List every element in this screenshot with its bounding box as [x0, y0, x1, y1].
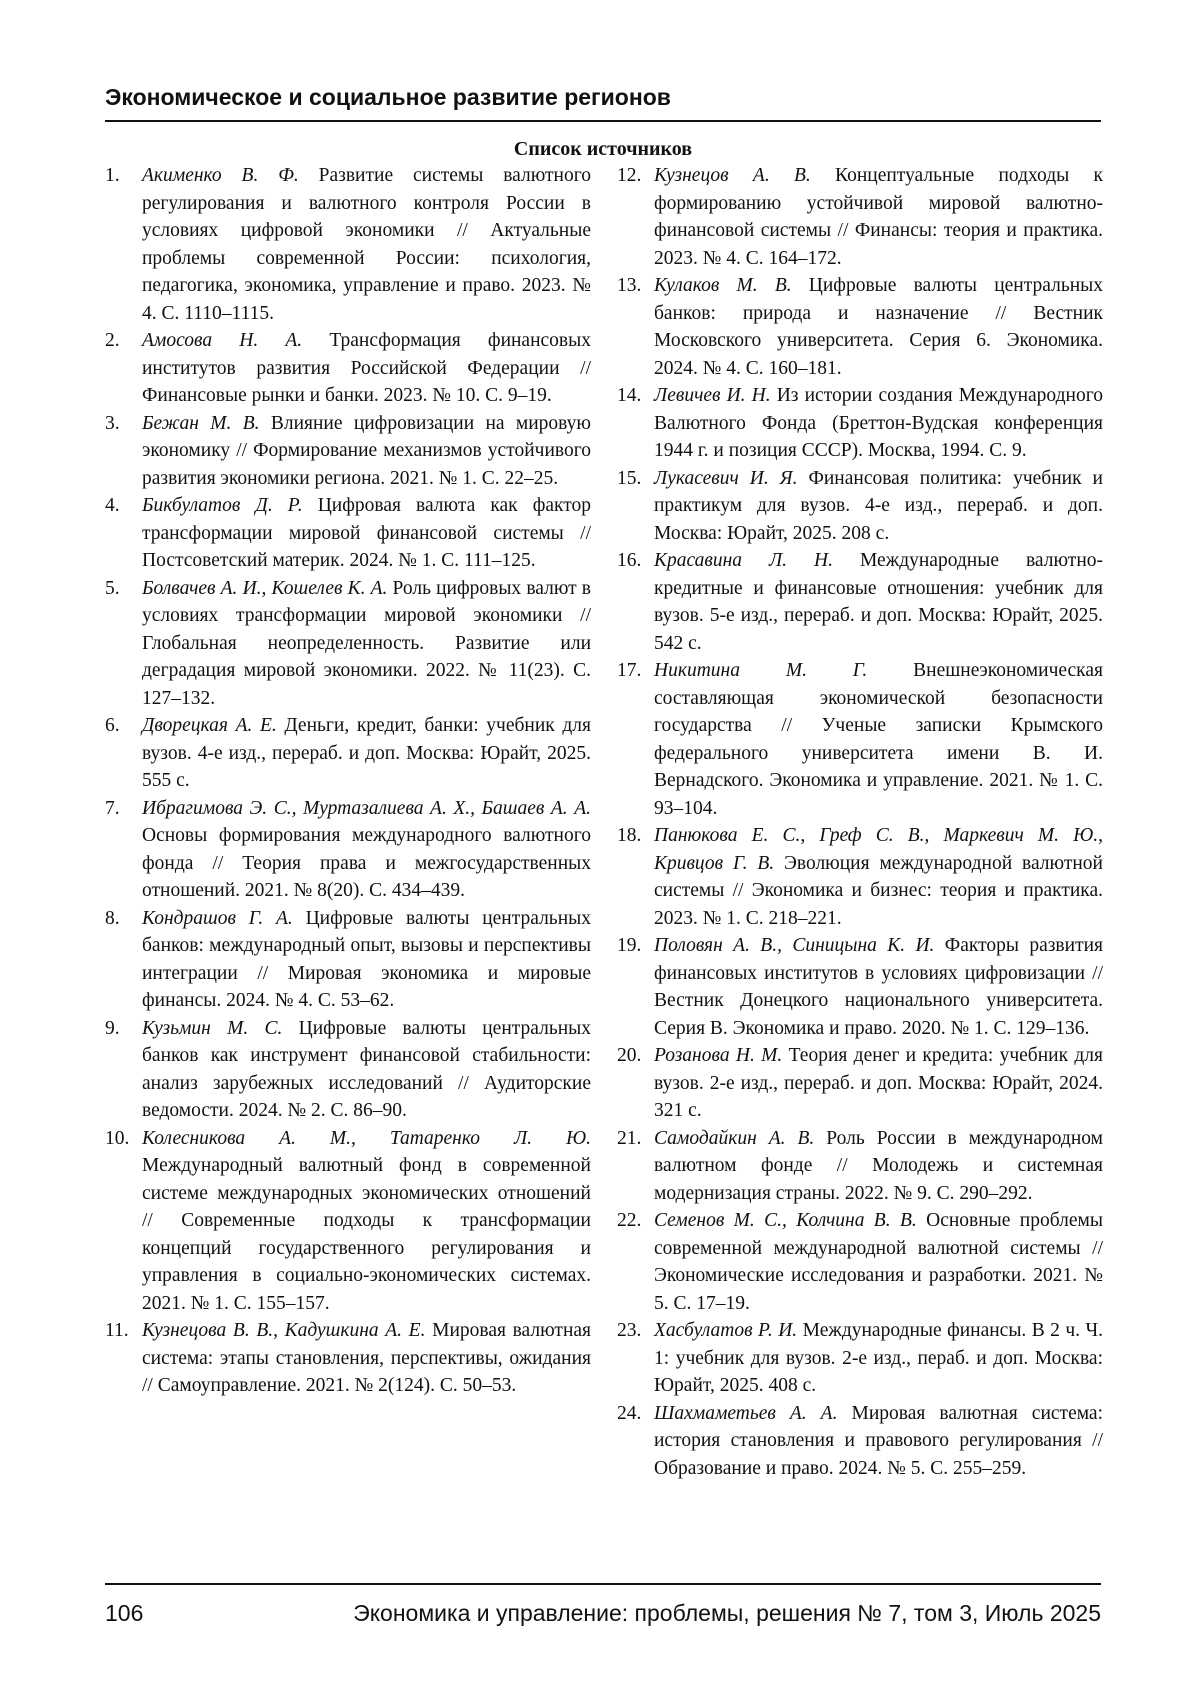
section-title: Список источников	[513, 138, 693, 160]
reference-number: 13.	[617, 275, 642, 296]
reference-item	[617, 657, 1103, 822]
reference-authors: Шахмаметьев А. А.	[654, 1402, 838, 1424]
reference-text: Мировая валютная система: этапы становления, перспективы, ожидания // Самоуправление. 2021. № 2(124). С. 50–53.	[142, 1320, 591, 1396]
reference-authors: Красавина Л. Н.	[654, 550, 833, 571]
reference-authors: Дворецкая А. Е.	[142, 715, 277, 736]
reference-item	[105, 575, 591, 713]
reference-text: Из истории создания Международного Валютного Фонда (Бреттон-Вудская конференция 1944 г. и позиция СССР). Москва, 1994. С. 9.	[654, 385, 1103, 461]
reference-number: 14.	[617, 385, 642, 406]
journal-title: Экономика и управление: проблемы, решения № 7, том 3, Июль 2025	[353, 1600, 1101, 1626]
reference-text: Основные проблемы современной международной валютной системы // Экономические исследования и разработки. 2021. № 5. С. 17–19.	[654, 1210, 1103, 1314]
reference-item	[105, 795, 591, 905]
reference-item	[617, 1400, 1103, 1483]
reference-authors: Болвачев А. И., Кошелев К. А.	[142, 577, 388, 599]
reference-authors: Панюкова Е. С., Греф С. В., Маркевич М. Ю., Кривцов Г. В.	[654, 825, 1103, 874]
reference-number: 15.	[617, 467, 642, 489]
reference-authors: Кулаков М. В.	[654, 275, 792, 296]
reference-item	[617, 1207, 1103, 1317]
reference-item	[617, 822, 1103, 932]
reference-authors: Самодайкин А. В.	[654, 1127, 815, 1149]
reference-text: Международный валютный фонд в современной системе международных экономических отношений // Современные подходы к трансформации концепций государственного регулирования и управления в социально-экономических системах. 2021. № 1. С. 155–157.	[142, 1155, 591, 1314]
reference-number: 10.	[105, 1127, 130, 1149]
reference-item	[105, 1317, 591, 1400]
reference-authors: Никитина М. Г.	[654, 660, 868, 681]
references-right-column	[617, 162, 1103, 1482]
reference-number: 20.	[617, 1045, 642, 1066]
reference-authors: Кузьмин М. С.	[142, 1017, 283, 1039]
reference-item	[617, 465, 1103, 548]
reference-text: Финансовая политика: учебник и практикум для вузов. 4-е изд., перераб. и доп. Москва: Юрайт, 2025. 208 с.	[654, 467, 1103, 544]
reference-text: Международные финансы. В 2 ч. Ч. 1: учебник для вузов. 2-е изд., пераб. и доп. Москва: Юрайт, 2025. 408 с.	[654, 1320, 1103, 1396]
reference-item	[105, 1015, 591, 1125]
reference-text: Развитие системы валютного регулирования и валютного контроля России в условиях цифровой экономики // Актуальные проблемы современной России: психология, педагогика, экономика, управление и право. 2023. № 4. С. 1110–1115.	[142, 165, 591, 324]
reference-number: 8.	[105, 907, 120, 929]
reference-text: Цифровая валюта как фактор трансформации мировой финансовой системы // Постсоветский материк. 2024. № 1. С. 111–125.	[142, 495, 591, 571]
reference-number: 17.	[617, 660, 642, 681]
reference-number: 21.	[617, 1127, 642, 1149]
reference-text: Цифровые валюты центральных банков: природа и назначение // Вестник Московского университета. Серия 6. Экономика. 2024. № 4. С. 160–181.	[654, 275, 1103, 379]
reference-authors: Ибрагимова Э. С., Муртазалиева А. Х., Башаев А. А.	[142, 797, 591, 819]
reference-text: Факторы развития финансовых институтов в условиях цифровизации // Вестник Донецкого национального университета. Серия В. Экономика и право. 2020. № 1. С. 129–136.	[654, 935, 1103, 1039]
reference-authors: Розанова Н. М.	[654, 1045, 783, 1066]
reference-number: 11.	[105, 1320, 129, 1341]
reference-item	[617, 1125, 1103, 1208]
reference-item	[105, 327, 591, 410]
reference-number: 2.	[105, 330, 120, 351]
reference-authors: Кондрашов Г. А.	[142, 907, 293, 929]
reference-item	[617, 382, 1103, 465]
reference-number: 16.	[617, 550, 642, 571]
reference-item	[105, 712, 591, 795]
reference-number: 3.	[105, 412, 120, 434]
reference-number: 5.	[105, 577, 120, 599]
reference-text: Роль России в международном валютном фонде // Молодежь и системная модернизация страны. 2022. № 9. С. 290–292.	[654, 1127, 1104, 1204]
reference-text: Концептуальные подходы к формированию устойчивой мировой валютно-финансовой системы // Финансы: теория и практика. 2023. № 4. С. 164–172.	[654, 165, 1103, 269]
reference-text: Теория денег и кредита: учебник для вузов. 2-е изд., перераб. и доп. Москва: Юрайт, 2024. 321 с.	[654, 1045, 1103, 1121]
reference-number: 7.	[105, 797, 120, 819]
reference-item	[105, 905, 591, 1015]
reference-authors: Хасбулатов Р. И.	[654, 1320, 798, 1341]
reference-authors: Акименко В. Ф.	[142, 165, 299, 186]
reference-text: Эволюция международной валютной системы // Экономика и бизнес: теория и практика. 2023. № 1. С. 218–221.	[654, 852, 1103, 929]
reference-number: 23.	[617, 1320, 642, 1341]
reference-authors: Кузнецова В. В., Кадушкина А. Е.	[142, 1320, 426, 1341]
reference-authors: Бикбулатов Д. Р.	[142, 495, 303, 516]
reference-number: 9.	[105, 1017, 120, 1039]
reference-text: Деньги, кредит, банки: учебник для вузов. 4-е изд., перераб. и доп. Москва: Юрайт, 2025. 555 с.	[142, 715, 591, 791]
page-number: 106	[105, 1600, 144, 1626]
reference-authors: Левичев И. Н.	[654, 385, 771, 406]
reference-text: Роль цифровых валют в условиях трансформации мировой экономики // Глобальная неопределенность. Развитие или деградация мировой экономики. 2022. № 11(23). С. 127–132.	[142, 577, 591, 709]
reference-number: 12.	[617, 165, 642, 186]
reference-number: 19.	[617, 935, 642, 956]
reference-number: 6.	[105, 715, 120, 736]
reference-authors: Семенов М. С., Колчина В. В.	[654, 1210, 917, 1231]
reference-item	[105, 1125, 591, 1318]
reference-text: Основы формирования международного валютного фонда // Теория права и межгосударственных отношений. 2021. № 8(20). С. 434–439.	[142, 825, 591, 901]
reference-item	[617, 932, 1103, 1042]
reference-number: 22.	[617, 1210, 642, 1231]
reference-text: Трансформация финансовых институтов развития Российской Федерации // Финансовые рынки и банки. 2023. № 10. С. 9–19.	[142, 330, 591, 406]
reference-item	[105, 162, 591, 327]
reference-text: Международные валютно-кредитные и финансовые отношения: учебник для вузов. 5-е изд., перераб. и доп. Москва: Юрайт, 2025. 542 с.	[654, 550, 1104, 654]
reference-text: Влияние цифровизации на мировую экономику // Формирование механизмов устойчивого развития экономики региона. 2021. № 1. С. 22–25.	[142, 412, 591, 489]
reference-item	[617, 162, 1103, 272]
reference-item	[617, 547, 1103, 657]
reference-text: Цифровые валюты центральных банков: международный опыт, вызовы и перспективы интеграции // Мировая экономика и мировые финансы. 2024. № 4. С. 53–62.	[142, 907, 591, 1011]
reference-item	[617, 272, 1103, 382]
reference-authors: Амосова Н. А.	[142, 330, 303, 351]
reference-authors: Лукасевич И. Я.	[654, 467, 798, 489]
footer-divider	[105, 1583, 1101, 1585]
reference-text: Внешнеэкономическая составляющая экономической безопасности государства // Ученые записки Крымского федерального университета имени В. И. Вернадского. Экономика и управление. 2021. № 1. С. 93–104.	[654, 660, 1103, 819]
reference-number: 1.	[105, 165, 120, 186]
references-left-column	[105, 162, 591, 1400]
reference-item	[617, 1317, 1103, 1400]
reference-authors: Бежан М. В.	[142, 412, 260, 434]
reference-authors: Половян А. В., Синицына К. И.	[654, 935, 935, 956]
reference-number: 4.	[105, 495, 120, 516]
reference-item	[105, 492, 591, 575]
reference-authors: Колесникова А. М., Татаренко Л. Ю.	[142, 1127, 591, 1149]
reference-item	[617, 1042, 1103, 1125]
reference-text: Мировая валютная система: история становления и правового регулирования // Образование и право. 2024. № 5. С. 255–259.	[654, 1402, 1104, 1479]
reference-text: Цифровые валюты центральных банков как инструмент финансовой стабильности: анализ зарубежных исследований // Аудиторские ведомости. 2024. № 2. С. 86–90.	[142, 1017, 592, 1121]
page-footer	[105, 1596, 1101, 1630]
reference-number: 24.	[617, 1402, 642, 1424]
reference-item	[105, 410, 591, 493]
running-header: Экономическое и социальное развитие регионов	[105, 80, 1101, 122]
reference-number: 18.	[617, 825, 642, 846]
reference-authors: Кузнецов А. В.	[654, 165, 811, 186]
